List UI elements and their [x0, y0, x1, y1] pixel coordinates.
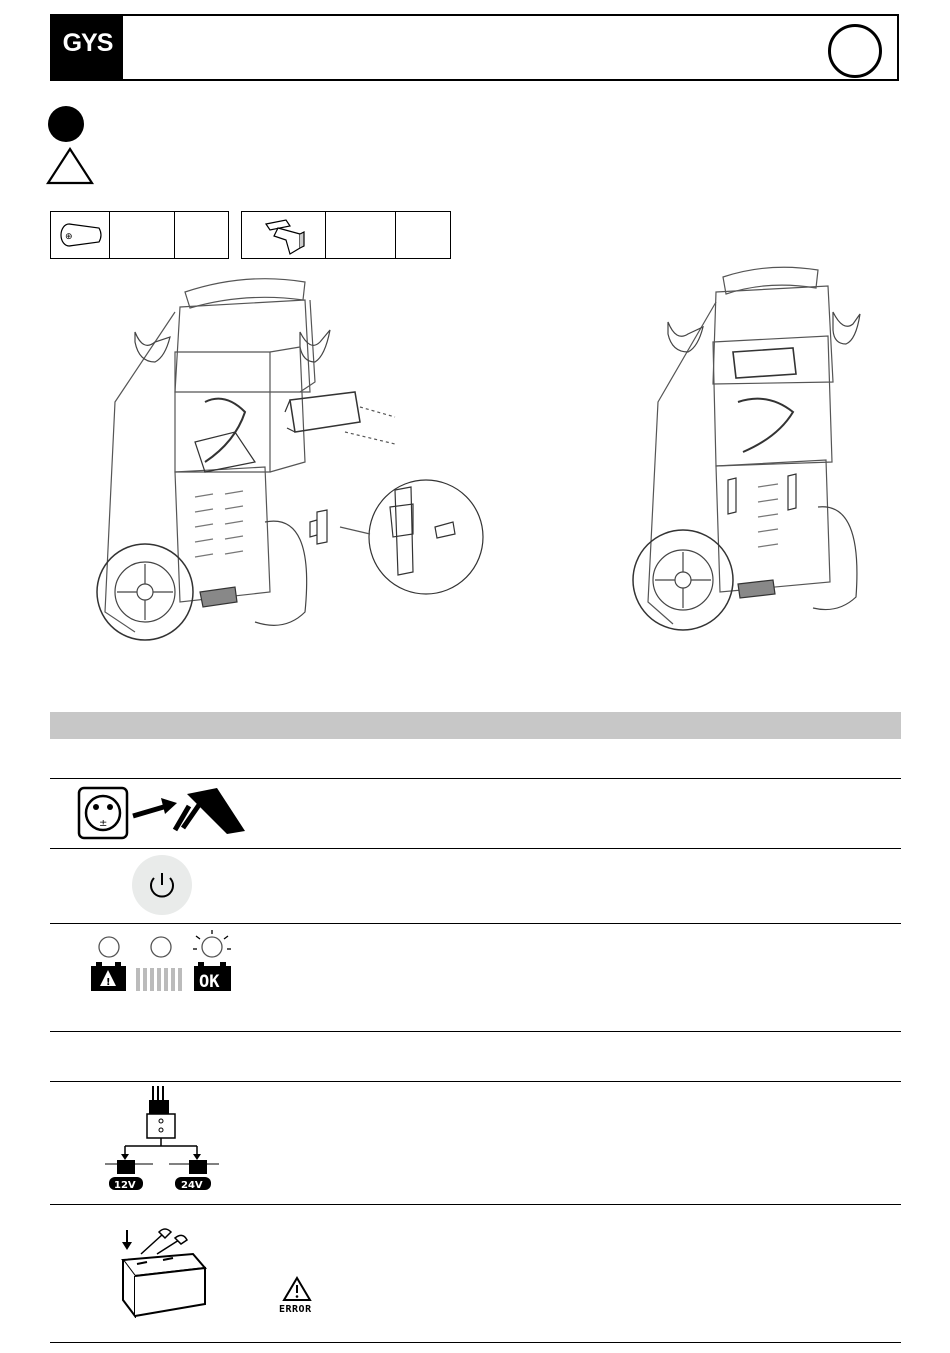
nut-part-box [241, 211, 451, 259]
screw-cell [51, 212, 109, 258]
nut-cell [242, 212, 325, 258]
label-12v: 12V [114, 1180, 136, 1191]
trolley-exploded-illustration [95, 272, 490, 652]
row-divider [50, 1081, 901, 1082]
brand-logo: GYS [52, 16, 123, 79]
row-divider [50, 848, 901, 849]
black-dot-icon [48, 106, 84, 142]
error-warning-icon [282, 1276, 312, 1302]
header-frame [50, 14, 899, 81]
screw-icon [55, 222, 105, 248]
row-divider [50, 1204, 901, 1205]
row-divider [50, 1031, 901, 1032]
row-divider [50, 1342, 901, 1343]
ok-label: OK [199, 972, 220, 992]
svg-text:!: ! [106, 977, 111, 988]
trolley-assembled-illustration [628, 262, 863, 652]
row-divider [50, 923, 901, 924]
svg-text:±: ± [99, 818, 108, 829]
screw-desc-cell [109, 212, 173, 258]
screw-part-box [50, 211, 229, 259]
t-nut-icon [256, 214, 312, 256]
voltage-selection-icon [103, 1084, 221, 1192]
warning-triangle-icon [46, 147, 94, 185]
power-button-icon [131, 854, 193, 916]
nut-qty-cell [395, 212, 450, 258]
error-label: ERROR [279, 1304, 312, 1315]
row-divider [50, 778, 901, 779]
section-header-bar [50, 712, 901, 739]
led-status-icon [88, 928, 238, 994]
label-24v: 24V [181, 1180, 203, 1191]
language-circle [828, 24, 882, 78]
nut-desc-cell [325, 212, 394, 258]
socket-plug-icon [77, 786, 247, 842]
battery-clamps-icon [113, 1224, 209, 1318]
screw-qty-cell [174, 212, 228, 258]
svg-text:⊕: ⊕ [65, 232, 73, 242]
